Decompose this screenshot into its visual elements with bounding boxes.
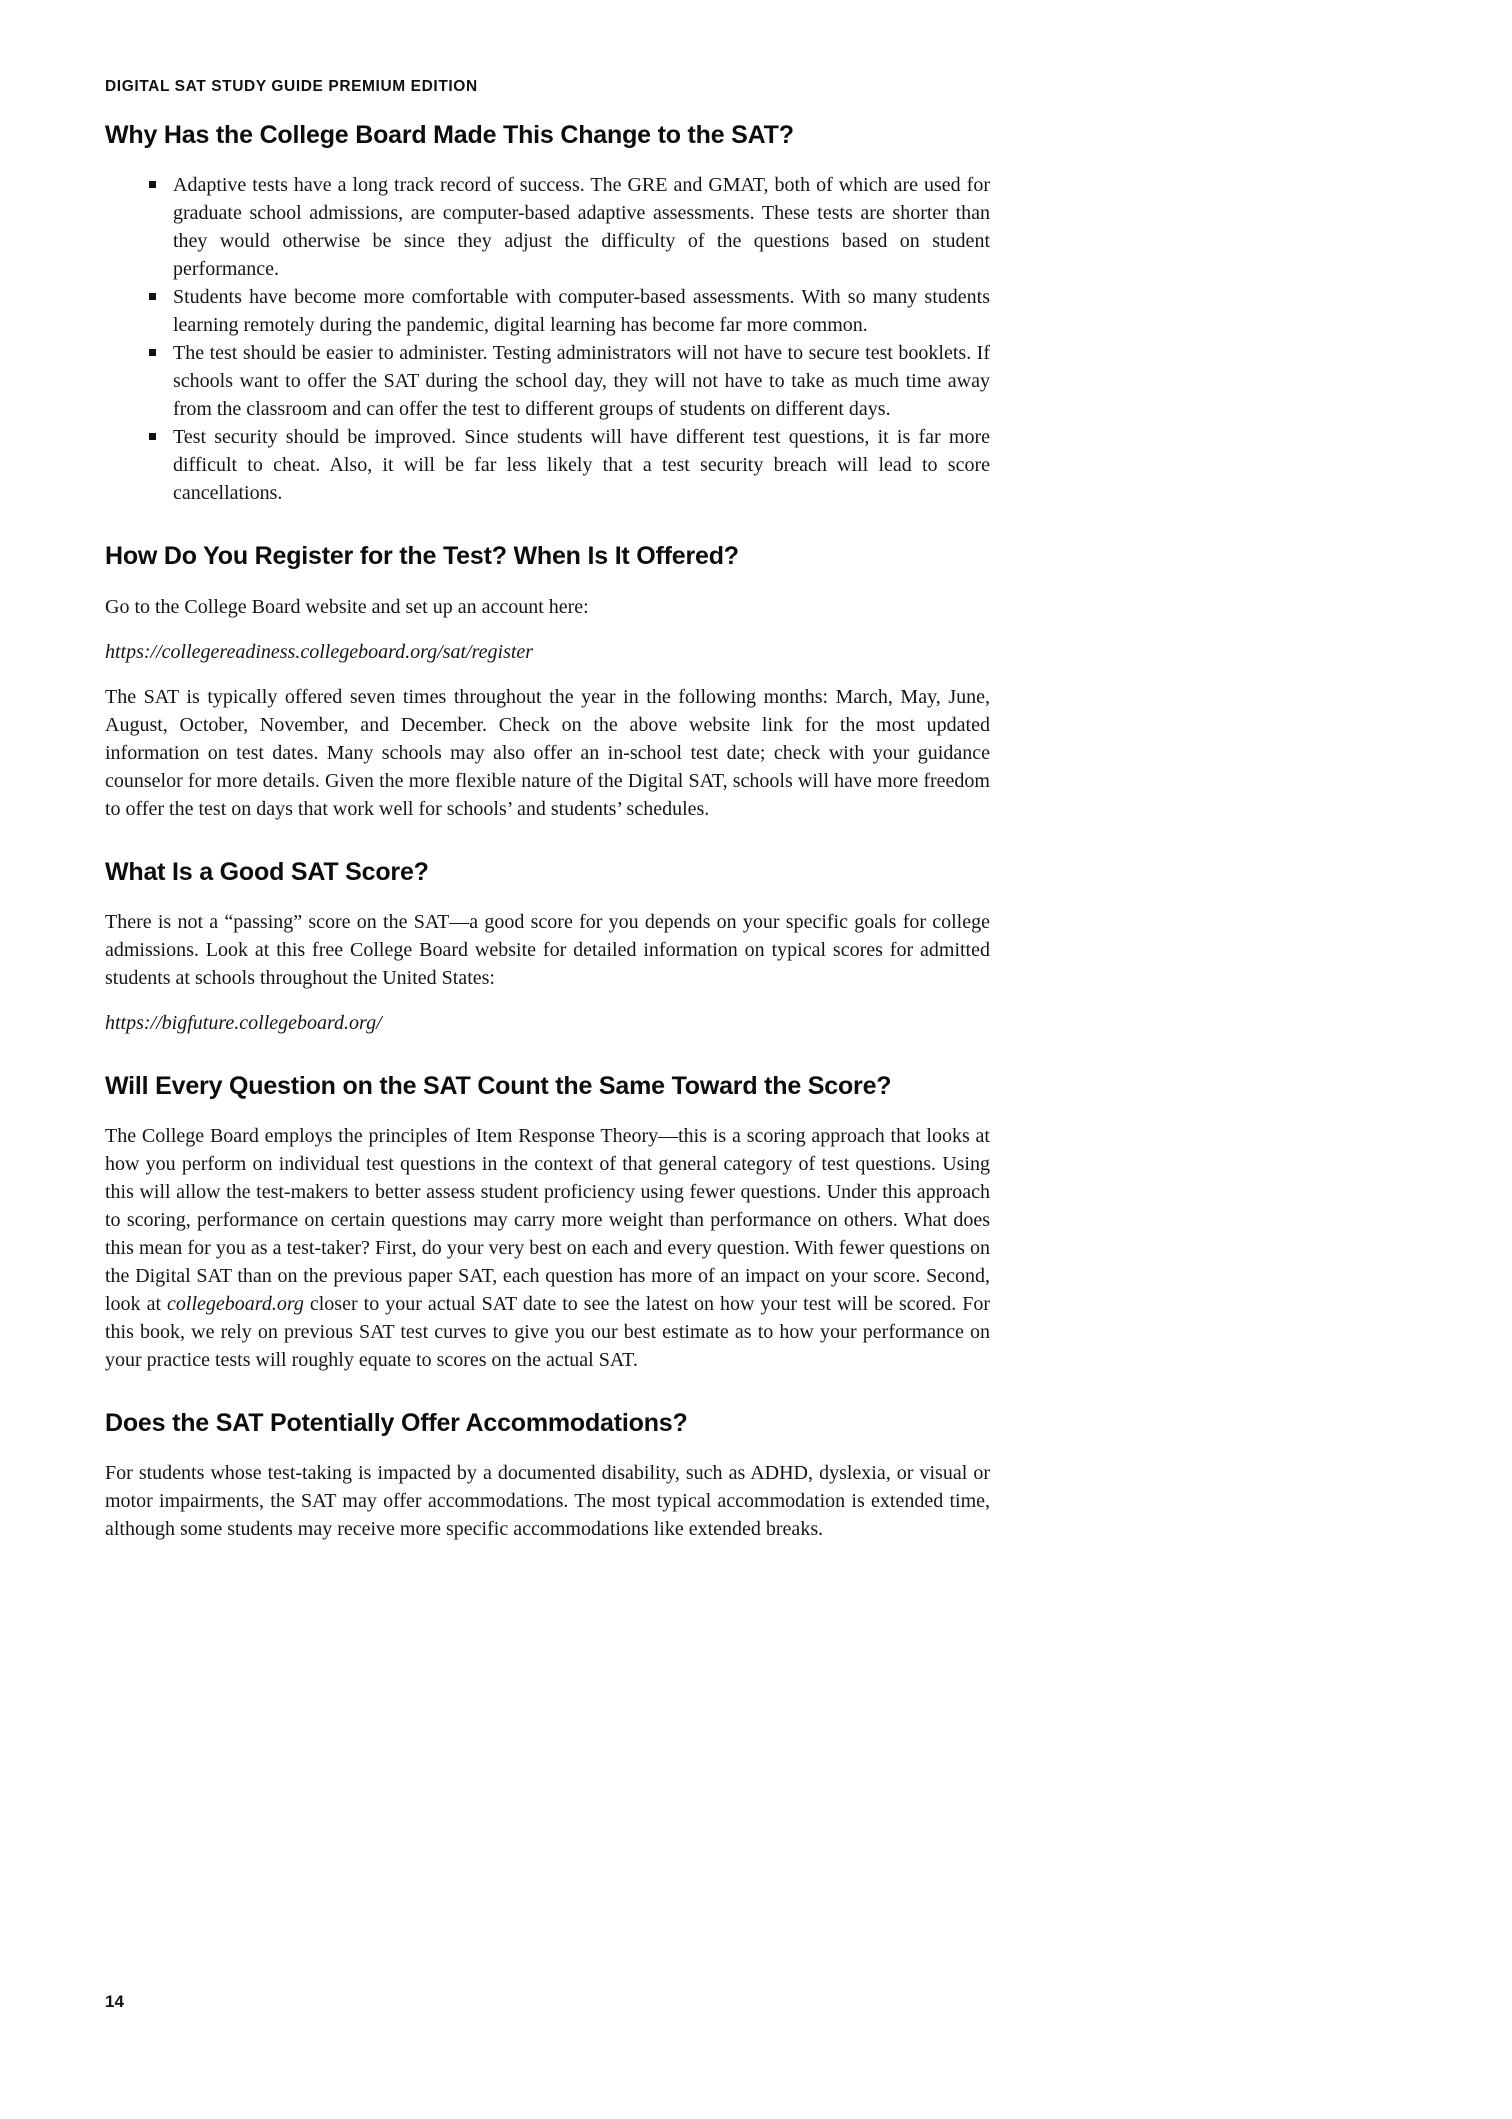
bullet-text: Test security should be improved. Since students will have different test questions, it is far more difficult to cheat. Also, it will be far less likely that a test security breach will lead to score cancellations. <box>173 426 990 505</box>
bullet-square-icon <box>149 349 156 356</box>
bigfuture-url-text: https://bigfuture.collegeboard.org/ <box>105 1011 382 1034</box>
register-url-text: https://collegereadiness.collegeboard.org/sat/register <box>105 640 534 663</box>
paragraph-text: closer to your actual SAT date to see the latest on how your test will be scored. For this book, we rely on previous SAT test curves to give you our best estimate as to how your performance on your practice tests will roughly equate to scores on the actual SAT. <box>105 1293 990 1371</box>
list-item <box>105 339 990 423</box>
section-heading-good-score: What Is a Good SAT Score? <box>105 857 429 886</box>
list-item <box>105 283 990 339</box>
paragraph <box>105 1122 990 1374</box>
section-why-change <box>105 120 990 507</box>
paragraph: Go to the College Board website and set up an account here: <box>105 595 589 618</box>
section-accommodations <box>105 1408 990 1543</box>
bullet-text: The test should be easier to administer. Testing administrators will not have to secure test booklets. If schools want to offer the SAT during the school day, they will not have to take as much time away from the classroom and can offer the test to different groups of students on different days. <box>173 342 990 421</box>
section-good-score <box>105 857 990 1037</box>
paragraph: For students whose test-taking is impacted by a documented disability, such as ADHD, dyslexia, or visual or motor impairments, the SAT may offer accommodations. The most typical accommodation is extended time, although some students may receive more specific accommodations like extended breaks. <box>105 1462 990 1541</box>
paragraph-text: The College Board employs the principles of Item Response Theory—this is a scoring approach that looks at how you perform on individual test questions in the context of that general category of test questions. Using this will allow the test-makers to better assess student proficiency using fewer questions. Under this approach to scoring, performance on certain questions may carry more weight than performance on others. What does this mean for you as a test-taker? First, do your very best on each and every question. With fewer questions on the Digital SAT than on the previous paper SAT, each question has more of an impact on your score. Second, look at <box>105 1125 990 1315</box>
bullet-square-icon <box>149 433 156 440</box>
list-item <box>105 423 990 507</box>
book-page <box>105 78 990 1560</box>
section-register <box>105 541 990 822</box>
section-heading-accommodations: Does the SAT Potentially Offer Accommodations? <box>105 1409 688 1437</box>
running-head: DIGITAL SAT STUDY GUIDE PREMIUM EDITION <box>105 78 478 95</box>
paragraph: There is not a “passing” score on the SAT—a good score for you depends on your specific goals for college admissions. Look at this free College Board website for detailed information on typical scores for admitted students at schools throughout the United States: <box>105 910 990 989</box>
section-heading-register: How Do You Register for the Test? When Is It Offered? <box>105 542 739 571</box>
bullet-text: Students have become more comfortable with computer-based assessments. With so many students learning remotely during the pandemic, digital learning has become far more common. <box>173 286 990 337</box>
section-heading-scoring: Will Every Question on the SAT Count the Same Toward the Score? <box>105 1071 892 1100</box>
bullet-list <box>105 171 990 507</box>
page-number: 14 <box>105 1992 124 2011</box>
bullet-square-icon <box>149 181 156 188</box>
list-item <box>105 171 990 283</box>
collegeboard-org-text: collegeboard.org <box>167 1293 304 1315</box>
paragraph: The SAT is typically offered seven times throughout the year in the following months: March, May, June, August, October, November, and December. Check on the above website link for the most updated information on test dates. Many schools may also offer an in-school test date; check with your guidance counselor for more details. Given the more flexible nature of the Digital SAT, schools will have more freedom to offer the test on days that work well for schools’ and students’ schedules. <box>105 685 990 820</box>
section-scoring <box>105 1071 990 1374</box>
bullet-text: Adaptive tests have a long track record of success. The GRE and GMAT, both of which are used for graduate school admissions, are computer-based adaptive assessments. These tests are shorter than they would otherwise be since they adjust the difficulty of the questions based on student performance. <box>173 174 990 281</box>
bullet-square-icon <box>149 293 156 300</box>
section-heading-why-change: Why Has the College Board Made This Change to the SAT? <box>105 121 794 149</box>
